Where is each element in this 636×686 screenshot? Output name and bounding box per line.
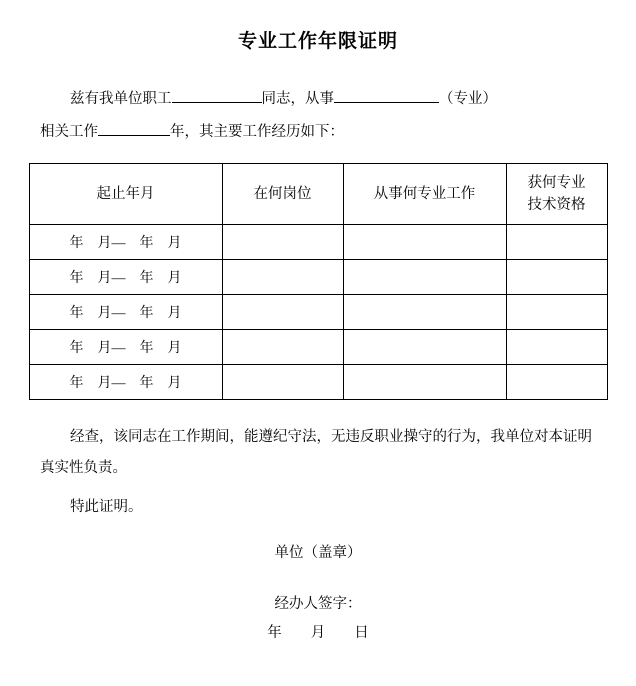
cell-post[interactable] [222,295,343,330]
intro-line-1 [40,83,596,116]
column-header-qualification-line1: 获何专业 [527,175,586,191]
table-row [29,225,607,260]
page-title: 专业工作年限证明 [237,31,398,52]
cell-qualification[interactable] [506,260,607,295]
years-blank[interactable] [98,120,170,136]
column-header-post: 在何岗位 [222,164,343,225]
column-header-work: 从事何专业工作 [343,164,506,225]
intro-text-5: 年，其主要工作经历如下： [170,124,344,140]
column-header-qualification [506,164,607,225]
work-experience-table [29,163,608,400]
closing-block [0,422,636,523]
cell-period[interactable]: 年 月— 年 月 [29,295,222,330]
table-header-row [29,164,607,225]
column-header-period: 起止年月 [29,164,222,225]
cell-period[interactable]: 年 月— 年 月 [29,330,222,365]
column-header-qualification-line2: 技术资格 [527,197,586,213]
intro-block [0,83,636,149]
cell-qualification[interactable] [506,295,607,330]
table-row [29,295,607,330]
cell-qualification[interactable] [506,365,607,400]
table-body [29,225,607,400]
cell-qualification[interactable] [506,225,607,260]
intro-text-4: 相关工作 [40,124,98,140]
closing-paragraph-2: 特此证明。 [70,499,143,515]
cell-period[interactable]: 年 月— 年 月 [29,365,222,400]
cell-work[interactable] [343,330,506,365]
intro-text-2: 同志，从事 [261,91,334,107]
date-line: 年 月 日 [267,625,369,641]
intro-text-1: 兹有我单位职工 [70,91,172,107]
cell-post[interactable] [222,225,343,260]
cell-period[interactable]: 年 月— 年 月 [29,260,222,295]
intro-text-3: （专业） [439,91,497,107]
cell-work[interactable] [343,260,506,295]
profession-blank[interactable] [334,87,439,103]
cell-qualification[interactable] [506,330,607,365]
cell-post[interactable] [222,365,343,400]
cell-work[interactable] [343,295,506,330]
intro-line-2 [40,116,596,149]
closing-paragraph-1: 经查，该同志在工作期间，能遵纪守法，无违反职业操守的行为，我单位对本证明真实性负责。 [40,429,592,476]
document-page [0,26,636,686]
cell-period[interactable]: 年 月— 年 月 [29,225,222,260]
cell-work[interactable] [343,225,506,260]
cell-post[interactable] [222,330,343,365]
table-row [29,365,607,400]
table-row [29,330,607,365]
seal-line: 单位（盖章） [274,545,362,561]
employee-name-blank[interactable] [172,87,262,103]
cell-work[interactable] [343,365,506,400]
signer-line: 经办人签字： [274,596,362,612]
table-header [29,164,607,225]
cell-post[interactable] [222,260,343,295]
table-row [29,260,607,295]
